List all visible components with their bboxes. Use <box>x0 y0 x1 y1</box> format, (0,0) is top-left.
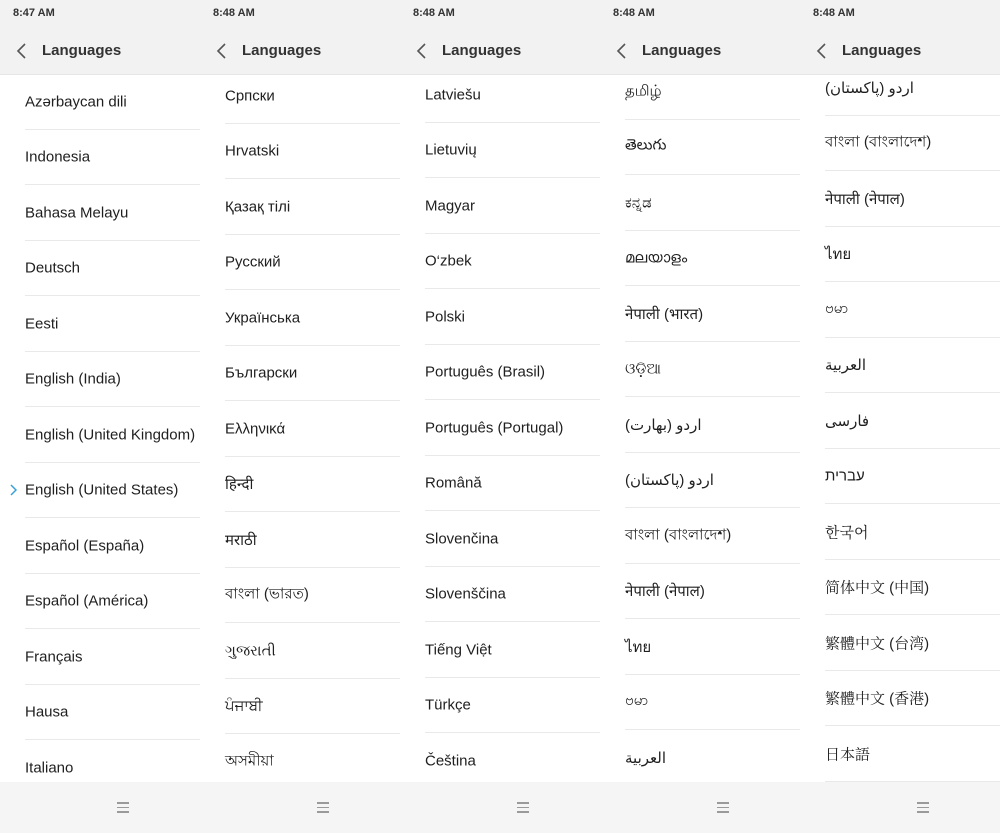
status-bar <box>600 0 800 27</box>
language-item[interactable] <box>0 352 200 408</box>
language-item[interactable] <box>600 564 800 620</box>
language-label: Lietuvių <box>425 141 477 159</box>
language-label: اردو (پاکستان) <box>625 472 714 490</box>
language-item[interactable] <box>600 730 800 782</box>
language-item[interactable] <box>0 518 200 574</box>
language-label: Hrvatski <box>225 142 280 160</box>
language-item[interactable] <box>600 120 800 176</box>
language-item[interactable] <box>800 393 1000 449</box>
language-label: Українська <box>225 309 301 327</box>
language-item[interactable] <box>0 407 200 463</box>
status-time: 8:48 AM <box>613 7 655 19</box>
language-label: বাংলা (ভারত) <box>225 585 309 603</box>
language-item[interactable] <box>400 178 600 234</box>
chevron-left-icon[interactable] <box>15 42 27 60</box>
language-item[interactable] <box>400 345 600 401</box>
language-item[interactable] <box>0 685 200 741</box>
language-label: Български <box>225 364 298 382</box>
language-list[interactable] <box>800 74 1000 782</box>
language-label: मराठी <box>225 531 257 549</box>
language-item[interactable] <box>0 74 200 130</box>
language-item[interactable] <box>800 449 1000 505</box>
language-label: ဗမာ <box>825 299 849 317</box>
status-time: 8:47 AM <box>13 7 55 19</box>
language-item[interactable] <box>400 234 600 290</box>
language-label: 简体中文 (中国) <box>825 579 930 597</box>
language-label: Қазақ тілі <box>225 198 291 216</box>
language-item[interactable] <box>0 185 200 241</box>
language-item[interactable] <box>800 615 1000 671</box>
language-item[interactable] <box>400 400 600 456</box>
language-label: தமிழ் <box>625 82 662 100</box>
language-item[interactable] <box>800 504 1000 560</box>
language-label: Indonesia <box>25 148 91 166</box>
language-label: Slovenčina <box>425 530 499 548</box>
language-label: Azərbaycan dili <box>25 93 127 111</box>
language-item[interactable] <box>800 171 1000 227</box>
language-label: Español (América) <box>25 592 149 610</box>
language-item[interactable] <box>200 568 400 624</box>
app-bar <box>0 27 200 75</box>
language-label: English (United States) <box>25 481 179 499</box>
language-label: Bahasa Melayu <box>25 204 129 222</box>
language-item[interactable] <box>600 74 800 120</box>
language-label: ଓଡ଼ିଆ <box>625 360 661 378</box>
language-item[interactable] <box>400 123 600 179</box>
language-label: العربية <box>825 357 866 375</box>
language-label: O‘zbek <box>425 252 472 270</box>
language-label: ไทย <box>825 246 852 264</box>
language-item[interactable] <box>200 512 400 568</box>
hamburger-menu-icon[interactable] <box>917 802 929 813</box>
language-label: Slovenščina <box>425 585 506 603</box>
hamburger-menu-icon[interactable] <box>317 802 329 813</box>
language-item[interactable] <box>600 231 800 287</box>
language-item[interactable] <box>200 74 400 124</box>
language-item[interactable] <box>800 282 1000 338</box>
bottom-bar <box>0 782 200 833</box>
language-item[interactable] <box>200 346 400 402</box>
chevron-left-icon[interactable] <box>415 42 427 60</box>
language-label: עברית <box>825 467 865 485</box>
language-label: Deutsch <box>25 259 81 277</box>
language-item[interactable] <box>200 457 400 513</box>
language-list[interactable] <box>0 74 200 782</box>
screen-3 <box>400 0 600 833</box>
language-label: Español (España) <box>25 537 145 555</box>
language-item[interactable] <box>400 567 600 623</box>
language-label: Português (Brasil) <box>425 363 546 381</box>
language-label: ગુજરાતી <box>225 642 276 660</box>
screen-1 <box>0 0 200 833</box>
chevron-left-icon[interactable] <box>815 42 827 60</box>
language-label: اردو (پاکستان) <box>825 79 914 97</box>
status-time: 8:48 AM <box>213 7 255 19</box>
language-label: English (United Kingdom) <box>25 426 196 444</box>
language-label: অসমীয়া <box>225 752 274 770</box>
language-item[interactable] <box>600 619 800 675</box>
language-item[interactable] <box>0 574 200 630</box>
language-item[interactable] <box>400 511 600 567</box>
language-label: Polski <box>425 308 466 326</box>
language-item[interactable] <box>400 622 600 678</box>
language-item[interactable] <box>200 623 400 679</box>
language-label: Čeština <box>425 752 476 770</box>
language-label: ಕನ್ನಡ <box>625 194 652 212</box>
language-item[interactable] <box>600 286 800 342</box>
language-item[interactable] <box>200 124 400 180</box>
screen-5 <box>800 0 1000 833</box>
hamburger-menu-icon[interactable] <box>717 802 729 813</box>
page-title: Languages <box>442 42 522 59</box>
language-item-selected[interactable] <box>0 463 200 519</box>
language-label: English (India) <box>25 370 121 388</box>
page-title: Languages <box>842 42 922 59</box>
app-bar <box>600 27 800 75</box>
language-label: नेपाली (नेपाल) <box>825 190 905 208</box>
language-label: Português (Portugal) <box>425 419 564 437</box>
language-item[interactable] <box>200 290 400 346</box>
language-item[interactable] <box>600 175 800 231</box>
language-label: Latviešu <box>425 86 481 104</box>
language-label: Magyar <box>425 197 476 215</box>
language-label: 한국어 <box>825 524 869 542</box>
app-bar <box>400 27 600 75</box>
language-item[interactable] <box>0 740 200 782</box>
screen-2 <box>200 0 400 833</box>
language-label: 繁體中文 (香港) <box>825 690 930 708</box>
language-item[interactable] <box>600 453 800 509</box>
status-bar <box>400 0 600 27</box>
language-item[interactable] <box>600 342 800 398</box>
language-item[interactable] <box>200 235 400 291</box>
bottom-bar <box>800 782 1000 833</box>
language-label: नेपाली (भारत) <box>625 305 704 323</box>
language-label: Ελληνικά <box>225 420 286 438</box>
language-label: తెలుగు <box>625 136 667 154</box>
hamburger-menu-icon[interactable] <box>117 802 129 813</box>
status-bar <box>200 0 400 27</box>
language-label: Français <box>25 648 83 666</box>
app-bar <box>800 27 1000 75</box>
language-label: العربية <box>625 749 666 767</box>
status-time: 8:48 AM <box>813 7 855 19</box>
language-item[interactable] <box>800 560 1000 616</box>
language-item[interactable] <box>0 130 200 186</box>
language-item[interactable] <box>0 241 200 297</box>
app-bar <box>200 27 400 75</box>
language-item[interactable] <box>400 289 600 345</box>
language-list[interactable] <box>200 74 400 782</box>
language-label: Hausa <box>25 703 69 721</box>
language-item[interactable] <box>600 508 800 564</box>
language-list[interactable] <box>400 74 600 782</box>
status-time: 8:48 AM <box>413 7 455 19</box>
hamburger-menu-icon[interactable] <box>517 802 529 813</box>
language-item[interactable] <box>400 733 600 782</box>
language-label: ਪੰਜਾਬੀ <box>225 697 263 715</box>
language-label: Eesti <box>25 315 59 333</box>
language-item[interactable] <box>200 679 400 735</box>
language-item[interactable] <box>200 179 400 235</box>
language-label: فارسی <box>825 412 870 430</box>
language-label: Italiano <box>25 759 74 777</box>
bottom-bar <box>200 782 400 833</box>
language-item[interactable] <box>800 227 1000 283</box>
status-bar <box>0 0 200 27</box>
language-label: മലയാളം <box>625 249 688 267</box>
language-item[interactable] <box>800 74 1000 116</box>
language-label: Русский <box>225 253 281 271</box>
language-label: ဗမာ <box>625 692 649 710</box>
chevron-left-icon[interactable] <box>615 42 627 60</box>
screen-4 <box>600 0 800 833</box>
chevron-left-icon[interactable] <box>215 42 227 60</box>
language-list[interactable] <box>600 74 800 782</box>
language-label: ไทย <box>625 638 652 656</box>
language-item[interactable] <box>800 671 1000 727</box>
page-title: Languages <box>642 42 722 59</box>
language-label: 繁體中文 (台湾) <box>825 635 930 653</box>
bottom-bar <box>400 782 600 833</box>
language-label: Română <box>425 474 482 492</box>
language-item[interactable] <box>400 456 600 512</box>
language-label: Српски <box>225 87 275 105</box>
status-bar <box>800 0 1000 27</box>
language-item[interactable] <box>800 116 1000 172</box>
language-label: اردو (بھارت) <box>625 416 702 434</box>
language-label: বাংলা (বাংলাদেশ) <box>825 133 932 151</box>
language-label: বাংলা (বাংলাদেশ) <box>625 526 732 544</box>
language-label: Tiếng Việt <box>425 641 492 659</box>
language-item[interactable] <box>800 338 1000 394</box>
language-label: 日本語 <box>825 746 871 764</box>
language-item[interactable] <box>0 296 200 352</box>
page-title: Languages <box>42 42 122 59</box>
language-item[interactable] <box>200 734 400 782</box>
chevron-right-icon <box>9 484 17 496</box>
language-label: हिन्दी <box>225 476 254 494</box>
language-item[interactable] <box>400 74 600 123</box>
language-item[interactable] <box>400 678 600 734</box>
language-label: Türkçe <box>425 696 471 714</box>
bottom-bar <box>600 782 800 833</box>
language-item[interactable] <box>0 629 200 685</box>
language-item[interactable] <box>800 726 1000 782</box>
page-title: Languages <box>242 42 322 59</box>
language-item[interactable] <box>600 675 800 731</box>
language-item[interactable] <box>600 397 800 453</box>
language-label: नेपाली (नेपाल) <box>625 583 705 601</box>
language-item[interactable] <box>200 401 400 457</box>
